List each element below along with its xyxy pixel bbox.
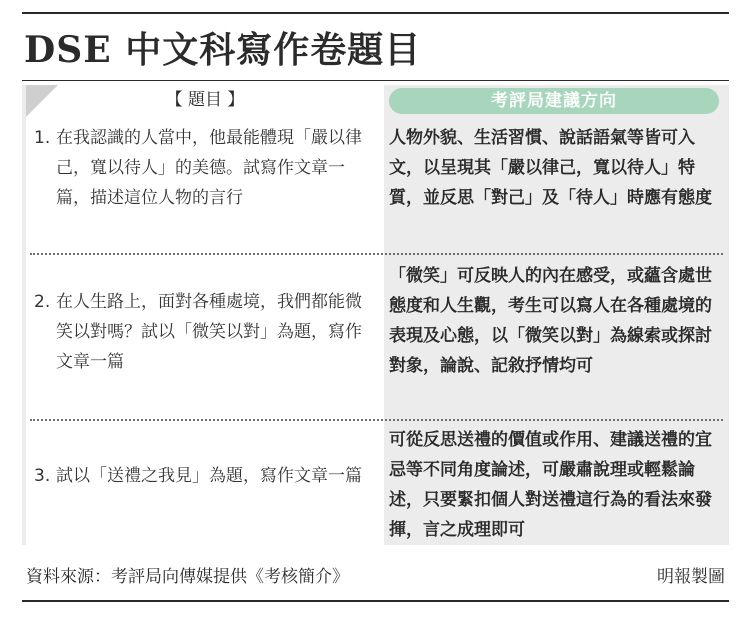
question-text: 在人生路上，面對各種處境，我們都能微笑以對嗎？試以「微笑以對」為題，寫作文章一篇: [56, 292, 362, 372]
title-rule: [22, 80, 729, 81]
question-cell: [34, 461, 374, 491]
question-number: 3.: [34, 466, 51, 486]
question-text: 在我認識的人當中，他最能體現「嚴以律己，寬以待人」的美德。試寫作文章一篇，描述這位人物的言行: [56, 128, 362, 208]
source-note: 資料來源：考評局向傳媒提供《考核簡介》: [26, 567, 349, 587]
questions-heading: 【 題目 】: [165, 90, 245, 110]
page-title: DSE 中文科寫作卷題目: [24, 29, 422, 71]
top-rule: [22, 12, 729, 14]
advice-text: 人物外貌、生活習慣、說話語氣等皆可入文，以呈現其「嚴以律己，寬以待人」特質，並反思「對己」及「待人」時應有態度: [389, 128, 712, 208]
exam-table: [22, 85, 729, 545]
row-divider: [30, 253, 723, 255]
question-number: 2.: [34, 292, 51, 312]
graphic-credit: 明報製圖: [657, 567, 725, 587]
advice-text: 可從反思送禮的價值或作用、建議送禮的宜忌等不同角度論述，可嚴肅說理或輕鬆論述，只要緊扣個人對送禮這行為的看法來發揮，言之成理即可: [389, 430, 712, 540]
question-cell: [34, 123, 374, 213]
bottom-rule: [22, 600, 729, 602]
question-cell: [34, 287, 374, 377]
question-number: 1.: [34, 128, 51, 148]
advice-heading-pill: 考評局建議方向: [389, 88, 719, 114]
row-divider: [30, 419, 723, 421]
advice-text: 「微笑」可反映人的內在感受，或蘊含處世態度和人生觀，考生可以寫人在各種處境的表現及心態，以「微笑以對」為線索或探討對象，論說、記敘抒情均可: [389, 266, 712, 376]
question-text: 試以「送禮之我見」為題，寫作文章一篇: [56, 466, 362, 486]
